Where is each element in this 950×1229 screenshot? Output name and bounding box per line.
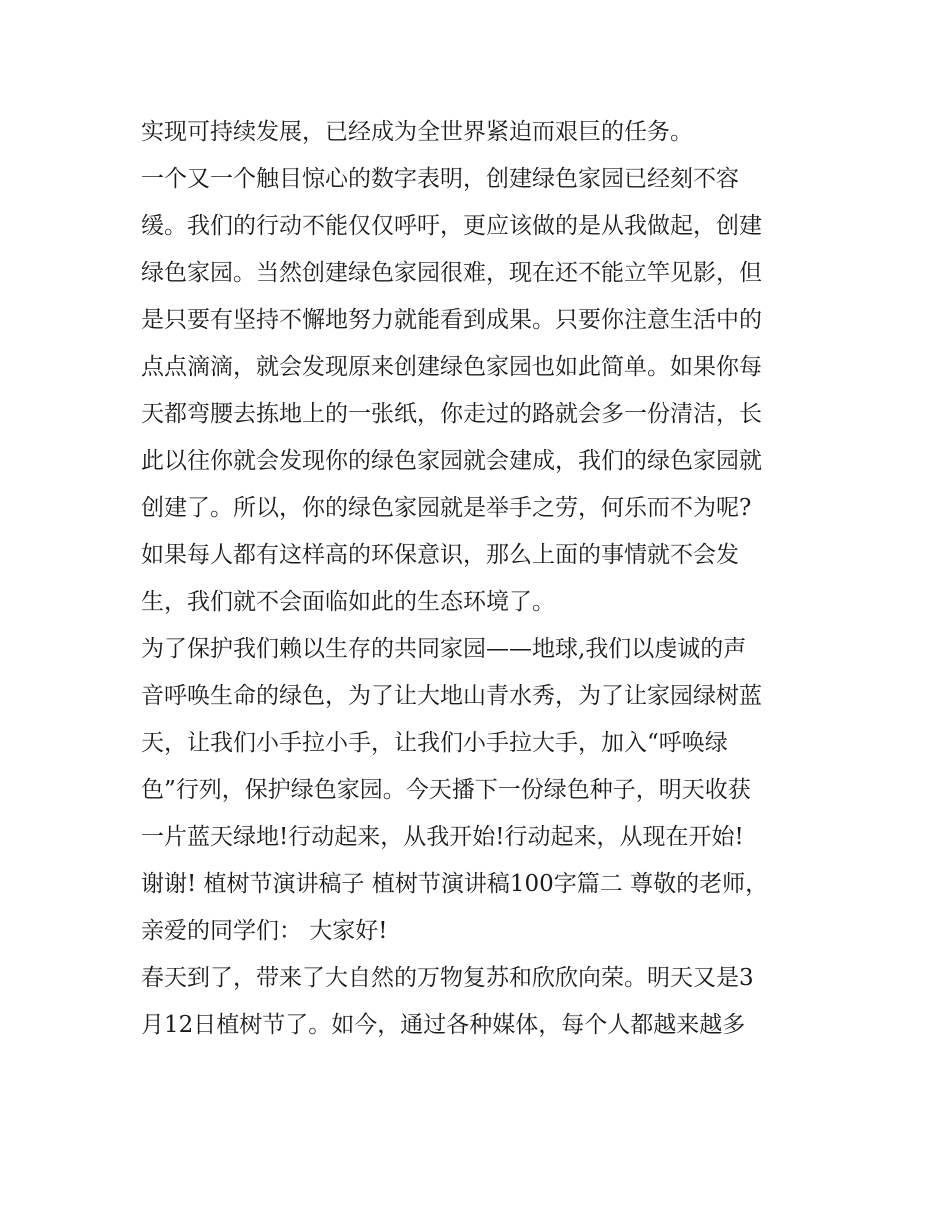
document-body: [141, 109, 831, 1049]
text-line: 如果每人都有这样高的环保意识，那么上面的事情就不会发: [141, 542, 739, 568]
text-line: 绿色家园。当然创建绿色家园很难，现在还不能立竿见影，但: [141, 260, 762, 286]
text-line: 缓。我们的行动不能仅仅呼吁，更应该做的是从我做起，创建: [141, 213, 762, 239]
text-line: 实现可持续发展，已经成为全世界紧迫而艰巨的任务。: [141, 119, 693, 145]
text-line: 天都弯腰去拣地上的一张纸，你走过的路就会多一份清洁，长: [141, 401, 762, 427]
text-line: 天，让我们小手拉小手，让我们小手拉大手，加入“呼唤绿: [141, 730, 728, 756]
text-line: 月12日植树节了。如今，通过各种媒体，每个人都越来越多: [141, 1012, 746, 1038]
text-line: 点点滴滴，就会发现原来创建绿色家园也如此简单。如果你每: [141, 354, 762, 380]
text-line: 此以往你就会发现你的绿色家园就会建成，我们的绿色家园就: [141, 448, 762, 474]
text-line: 为了保护我们赖以生存的共同家园——地球,我们以虔诚的声: [141, 636, 747, 662]
text-line: 谢谢! 植树节演讲稿子 植树节演讲稿100字篇二 尊敬的老师，: [141, 871, 769, 897]
text-line: 生，我们就不会面临如此的生态环境了。: [141, 589, 555, 615]
text-line: 色”行列，保护绿色家园。今天播下一份绿色种子，明天收获: [141, 777, 751, 803]
text-line: 春天到了，带来了大自然的万物复苏和欣欣向荣。明天又是3: [141, 965, 754, 991]
text-line: 音呼唤生命的绿色，为了让大地山青水秀，为了让家园绿树蓝: [141, 683, 762, 709]
text-line: 亲爱的同学们： 大家好!: [141, 918, 388, 944]
text-line: 是只要有坚持不懈地努力就能看到成果。只要你注意生活中的: [141, 307, 762, 333]
text-line: 创建了。所以，你的绿色家园就是举手之劳，何乐而不为呢?: [141, 495, 752, 521]
text-line: 一个又一个触目惊心的数字表明，创建绿色家园已经刻不容: [141, 166, 739, 192]
text-line: 一片蓝天绿地!行动起来，从我开始!行动起来，从现在开始!: [141, 824, 744, 850]
